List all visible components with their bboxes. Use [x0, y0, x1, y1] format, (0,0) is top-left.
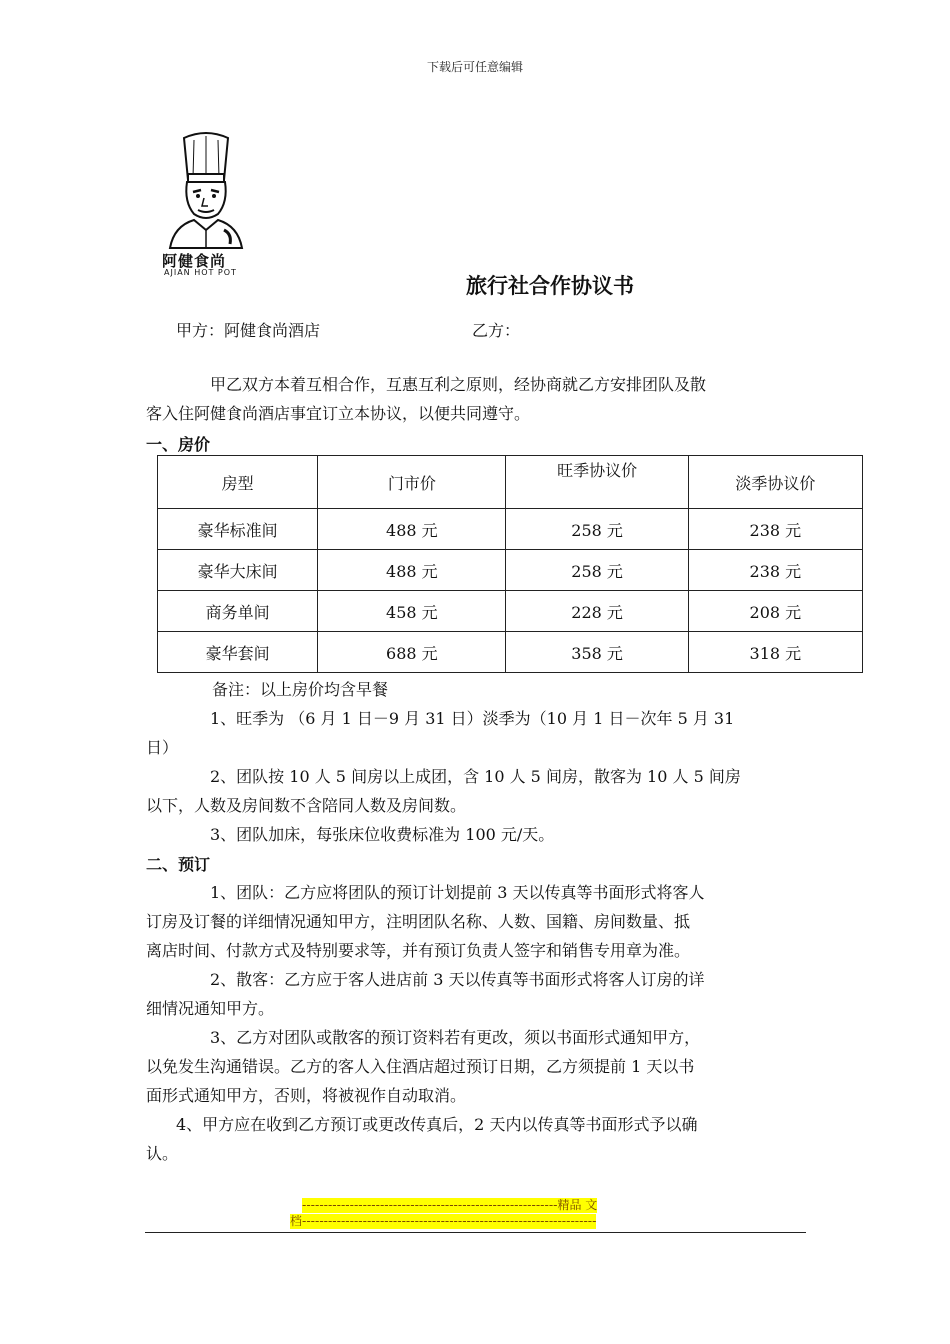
header-rack-rate: 门市价	[318, 456, 506, 509]
document-title: 旅行社合作协议书	[466, 274, 634, 298]
footer-divider	[145, 1232, 806, 1233]
off-peak-rate-cell: 238 元	[688, 550, 862, 591]
booking-3-line-3: 面形式通知甲方，否则，将被视作自动取消。	[146, 1086, 467, 1105]
price-note: 备注：以上房价均含早餐	[212, 680, 389, 699]
footer-watermark-line-1: -----------------------------------------------------------精品 文	[302, 1198, 598, 1212]
header-off-peak-rate: 淡季协议价	[688, 456, 862, 509]
table-row	[158, 509, 863, 550]
rule-2-line-1: 2、团队按 10 人 5 间房以上成团，含 10 人 5 间房，散客为 10 人 5 间房	[210, 767, 741, 786]
rack-rate-cell: 488 元	[318, 509, 506, 550]
rule-1-line-2: 日）	[146, 738, 179, 757]
booking-1-line-3: 离店时间、付款方式及特别要求等，并有预订负责人签字和销售专用章为准。	[146, 941, 691, 960]
chef-icon	[160, 130, 252, 250]
rack-rate-cell: 688 元	[318, 632, 506, 673]
booking-1-line-2: 订房及订餐的详细情况通知甲方，注明团队名称、人数、国籍、房间数量、抵	[146, 912, 691, 931]
table-row	[158, 591, 863, 632]
booking-3-line-1: 3、乙方对团队或散客的预订资料若有更改，须以书面形式通知甲方，	[210, 1028, 701, 1047]
header-peak-rate: 旺季协议价	[506, 456, 688, 509]
rule-2-line-2: 以下，人数及房间数不含陪同人数及房间数。	[146, 796, 467, 815]
brand-name-cn: 阿健食尚	[162, 252, 227, 270]
party-b: 乙方：	[472, 321, 521, 340]
booking-1-line-1: 1、团队：乙方应将团队的预订计划提前 3 天以传真等书面形式将客人	[210, 883, 705, 902]
price-table	[157, 455, 863, 673]
booking-2-line-2: 细情况通知甲方。	[146, 999, 275, 1018]
room-type-cell: 豪华标准间	[158, 509, 318, 550]
party-a: 甲方：阿健食尚酒店	[176, 321, 321, 340]
booking-4-line-2: 认。	[146, 1144, 179, 1163]
off-peak-rate-cell: 238 元	[688, 509, 862, 550]
rack-rate-cell: 488 元	[318, 550, 506, 591]
off-peak-rate-cell: 208 元	[688, 591, 862, 632]
rule-3: 3、团队加床，每张床位收费标准为 100 元/天。	[210, 825, 555, 844]
booking-4-line-1: 4、甲方应在收到乙方预订或更改传真后，2 天内以传真等书面形式予以确	[176, 1115, 698, 1134]
peak-rate-cell: 258 元	[506, 550, 688, 591]
section-heading-prices: 一、房价	[146, 435, 211, 454]
table-row	[158, 550, 863, 591]
peak-rate-cell: 358 元	[506, 632, 688, 673]
booking-3-line-2: 以免发生沟通错误。乙方的客人入住酒店超过预订日期，乙方须提前 1 天以书	[146, 1057, 695, 1076]
table-header-row	[158, 456, 863, 509]
room-type-cell: 商务单间	[158, 591, 318, 632]
off-peak-rate-cell: 318 元	[688, 632, 862, 673]
rack-rate-cell: 458 元	[318, 591, 506, 632]
header-note: 下载后可任意编辑	[426, 60, 523, 74]
header-room-type: 房型	[158, 456, 318, 509]
section-heading-booking: 二、预订	[146, 855, 211, 874]
rule-1-line-1: 1、旺季为 （6 月 1 日－9 月 31 日）淡季为（10 月 1 日－次年 5 月 31	[210, 709, 735, 728]
peak-rate-cell: 228 元	[506, 591, 688, 632]
booking-2-line-1: 2、散客：乙方应于客人进店前 3 天以传真等书面形式将客人订房的详	[210, 970, 705, 989]
room-type-cell: 豪华套间	[158, 632, 318, 673]
intro-line-1: 甲乙双方本着互相合作，互惠互利之原则，经协商就乙方安排团队及散	[210, 375, 707, 394]
footer-watermark-line-2: 档--------------------------------------------------------------------	[290, 1214, 597, 1228]
room-type-cell: 豪华大床间	[158, 550, 318, 591]
intro-line-2: 客入住阿健食尚酒店事宜订立本协议，以便共同遵守。	[146, 404, 531, 423]
table-row	[158, 632, 863, 673]
peak-rate-cell: 258 元	[506, 509, 688, 550]
brand-name-en: AJIAN HOT POT	[164, 268, 237, 277]
